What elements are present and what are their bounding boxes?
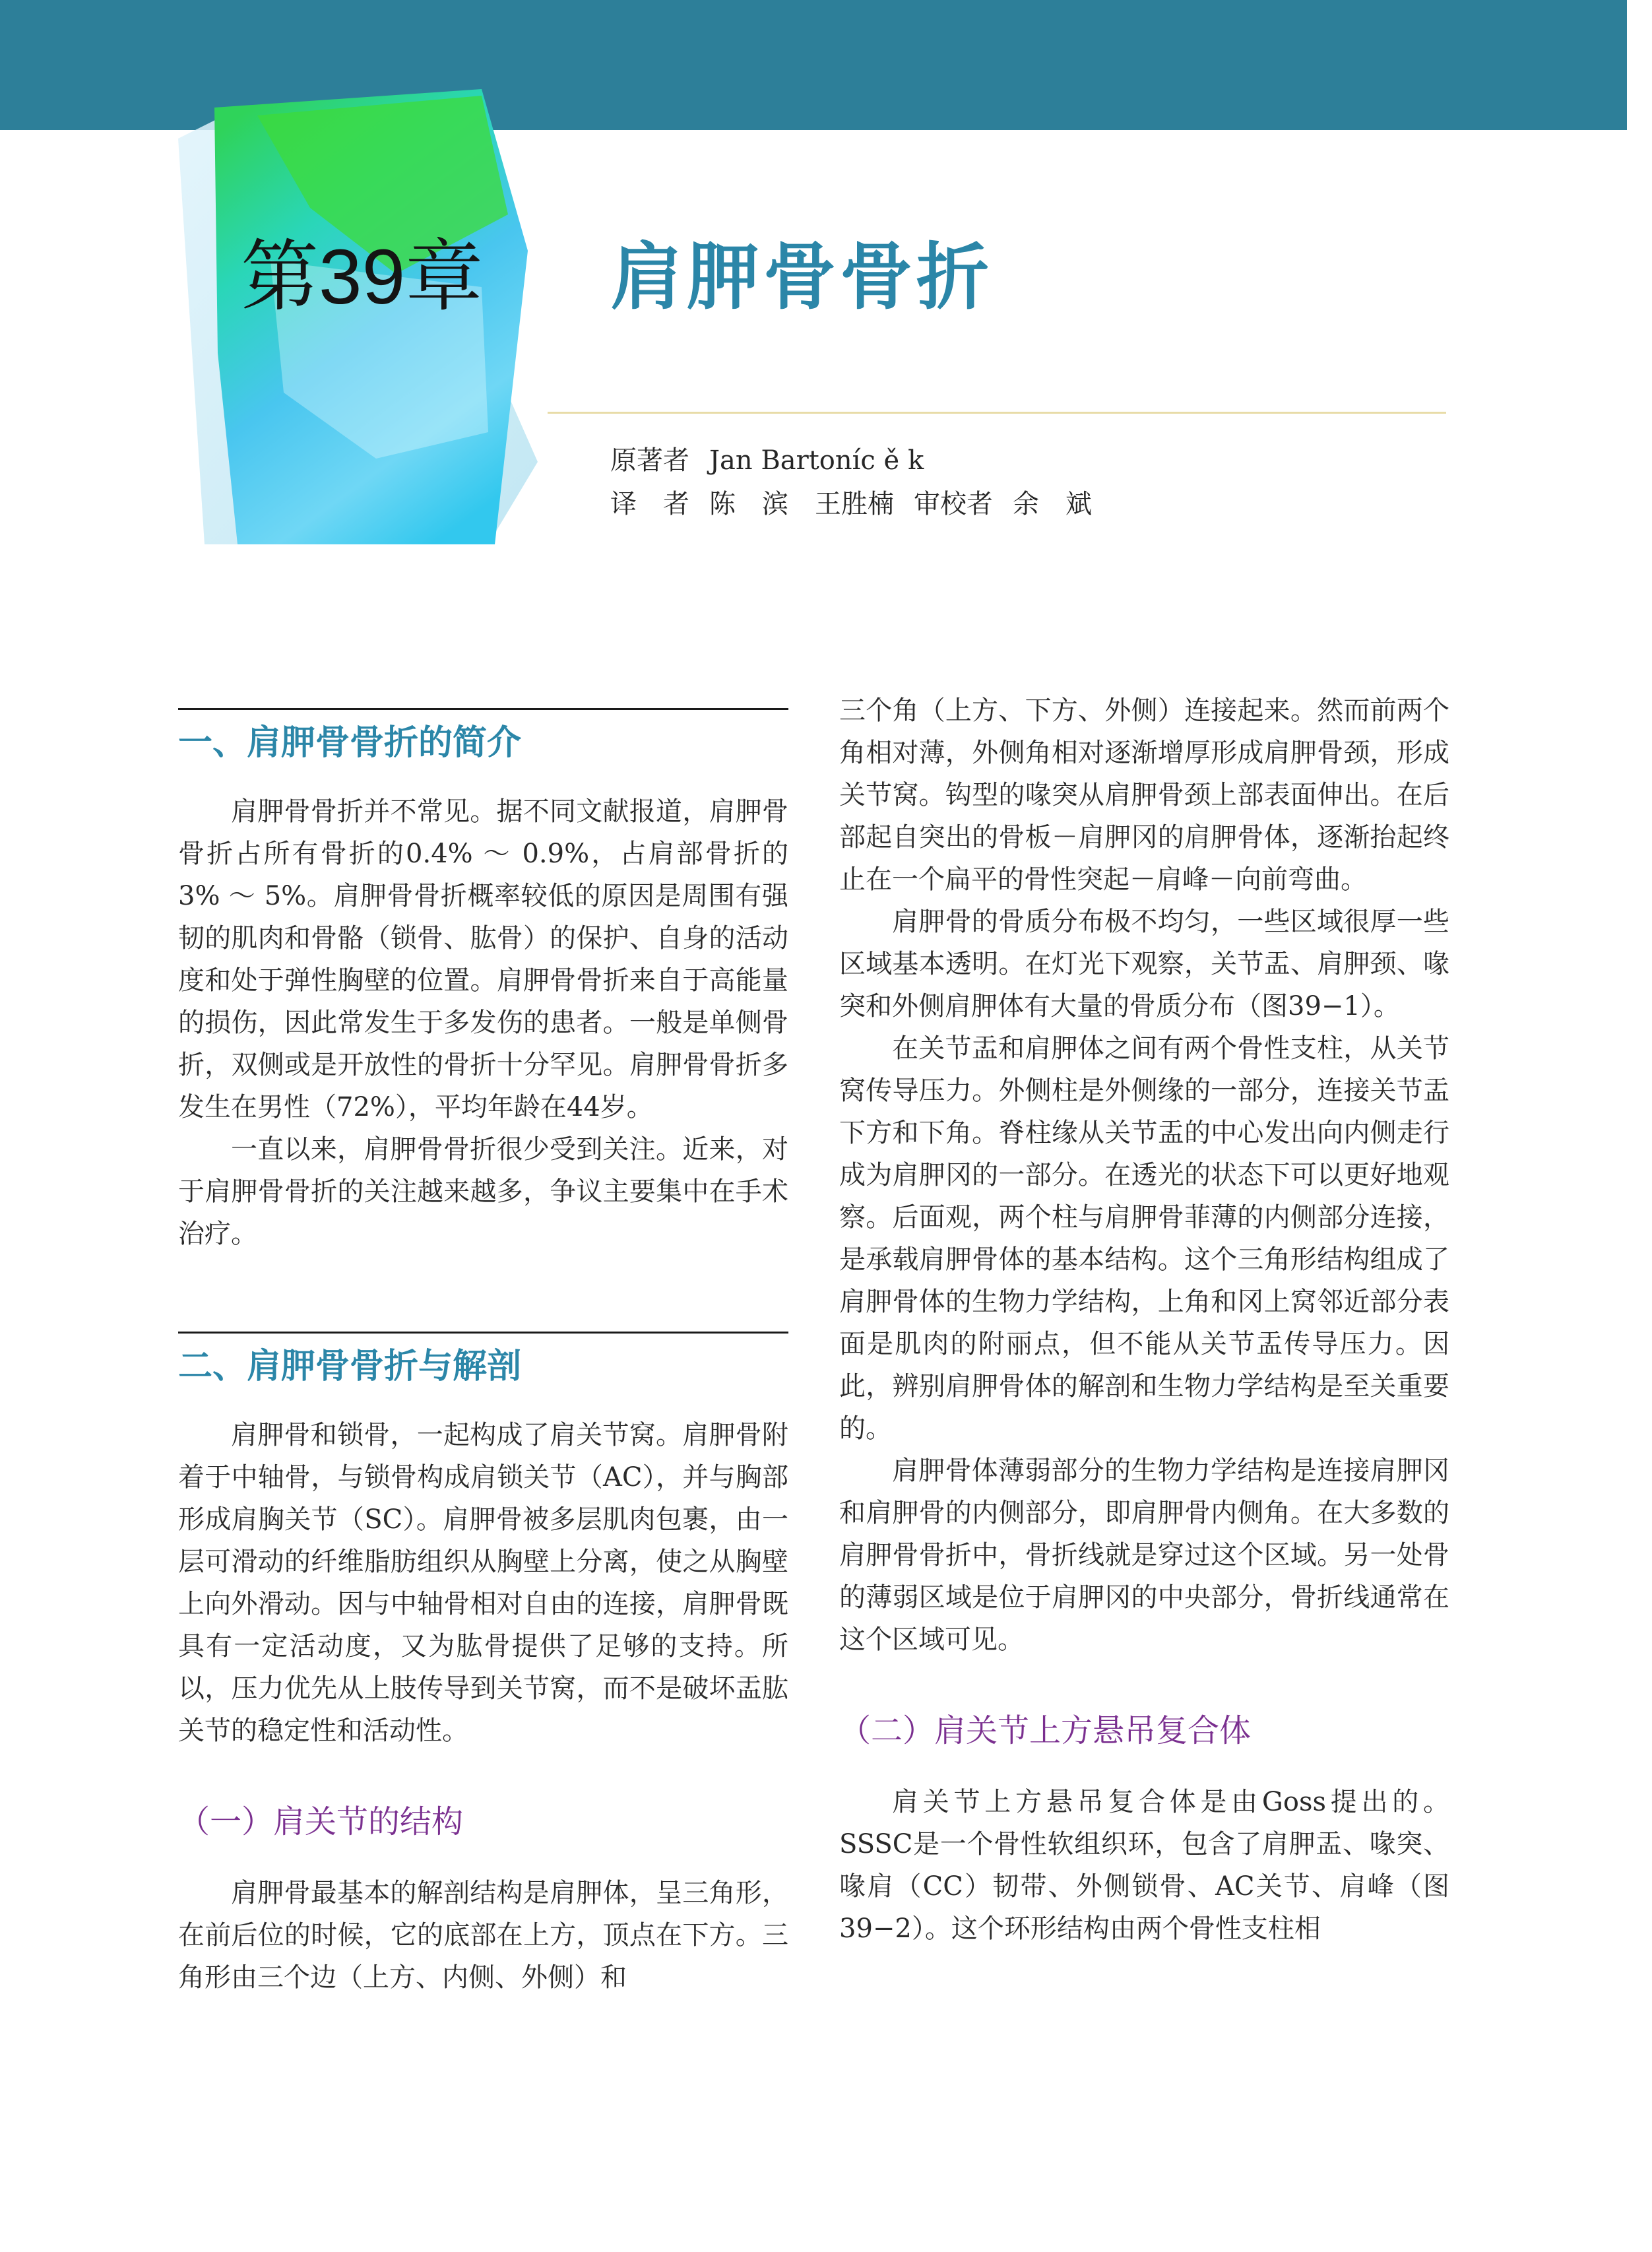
section-heading-anatomy: 二、肩胛骨骨折与解剖: [178, 1332, 788, 1392]
translator-line: [610, 482, 1112, 526]
paragraph: 肩胛骨最基本的解剖结构是肩胛体，呈三角形，在前后位的时候，它的底部在上方，顶点在下方。三角形由三个边（上方、内侧、外侧）和: [178, 1878, 788, 1993]
paragraph: 肩胛骨和锁骨，一起构成了肩关节窝。肩胛骨附着于中轴骨，与锁骨构成肩锁关节（AC），并与胸部形成肩胸关节（SC）。肩胛骨被多层肌肉包裹，由一层可滑动的纤维脂肪组织从胸壁上分离，使之从胸壁上向外滑动。因与中轴骨相对自由的连接，肩胛骨既具有一定活动度，又为肱骨提供了足够的支持。所以，压力优先从上肢传导到关节窝，而不是破坏盂肱关节的稳定性和活动性。: [178, 1420, 788, 1746]
paragraph: 肩关节上方悬吊复合体是由Goss提出的。SSSC是一个骨性软组织环，包含了肩胛盂、喙突、喙肩（CC）韧带、外侧锁骨、AC关节、肩峰（图39−2）。这个环形结构由两个骨性支柱相: [839, 1787, 1449, 1944]
chapter-number: 第39章: [241, 234, 484, 321]
section-heading-intro: 一、肩胛骨骨折的简介: [178, 708, 788, 768]
paragraph: 在关节盂和肩胛体之间有两个骨性支柱，从关节窝传导压力。外侧柱是外侧缘的一部分，连接关节盂下方和下角。脊柱缘从关节盂的中心发出向内侧走行成为肩胛冈的一部分。在透光的状态下可以更好地观察。后面观，两个柱与肩胛骨菲薄的内侧部分连接，是承载肩胛骨体的基本结构。这个三角形结构组成了肩胛骨体的生物力学结构，上角和冈上窝邻近部分表面是肌肉的附丽点，但不能从关节盂传导压力。因此，辨别肩胛骨体的解剖和生物力学结构是至关重要的。: [839, 1033, 1449, 1444]
chapter-title: 肩胛骨骨折: [610, 235, 993, 319]
reviewer-name: 余 斌: [1013, 489, 1092, 519]
paragraph: 一直以来，肩胛骨骨折很少受到关注。近来，对于肩胛骨骨折的关注越来越多，争议主要集中在手术治疗。: [178, 1134, 788, 1249]
subsection-heading-sssc: （二）肩关节上方悬吊复合体: [839, 1712, 1252, 1749]
translator-names: 陈 滨 王胜楠: [709, 489, 894, 519]
translator-label: 译 者: [610, 489, 689, 519]
credits: [610, 439, 1112, 526]
subsection-heading-structure: （一）肩关节的结构: [178, 1803, 464, 1840]
paragraph: 肩胛骨的骨质分布极不均匀，一些区域很厚一些区域基本透明。在灯光下观察，关节盂、肩胛颈、喙突和外侧肩胛体有大量的骨质分布（图39−1）。: [839, 907, 1449, 1021]
author-line: [610, 439, 1112, 482]
left-column: [178, 690, 788, 1999]
paragraph: 肩胛骨骨折并不常见。据不同文献报道，肩胛骨骨折占所有骨折的0.4% ～ 0.9%，占肩部骨折的3% ～ 5%。肩胛骨骨折概率较低的原因是周围有强韧的肌肉和骨骼（锁骨、肱骨）的保护、自身的活动度和处于弹性胸壁的位置。肩胛骨骨折来自于高能量的损伤，因此常发生于多发伤的患者。一般是单侧骨折，双侧或是开放性的骨折十分罕见。肩胛骨骨折多发生在男性（72%），平均年龄在44岁。: [178, 796, 788, 1122]
right-column: [839, 690, 1449, 1950]
paragraph: 三个角（上方、下方、外侧）连接起来。然而前两个角相对薄，外侧角相对逐渐增厚形成肩胛骨颈，形成关节窝。钩型的喙突从肩胛骨颈上部表面伸出。在后部起自突出的骨板－肩胛冈的肩胛骨体，逐渐抬起终止在一个扁平的骨性突起－肩峰－向前弯曲。: [839, 695, 1449, 895]
author-name: Jan Bartoníc ě k: [709, 445, 924, 476]
reviewer-label: 审校者: [914, 489, 993, 519]
title-divider: [548, 412, 1446, 414]
author-label: 原著者: [610, 445, 689, 476]
paragraph: 肩胛骨体薄弱部分的生物力学结构是连接肩胛冈和肩胛骨的内侧部分，即肩胛骨内侧角。在大多数的肩胛骨骨折中，骨折线就是穿过这个区域。另一处骨的薄弱区域是位于肩胛冈的中央部分，骨折线通常在这个区域可见。: [839, 1456, 1449, 1655]
